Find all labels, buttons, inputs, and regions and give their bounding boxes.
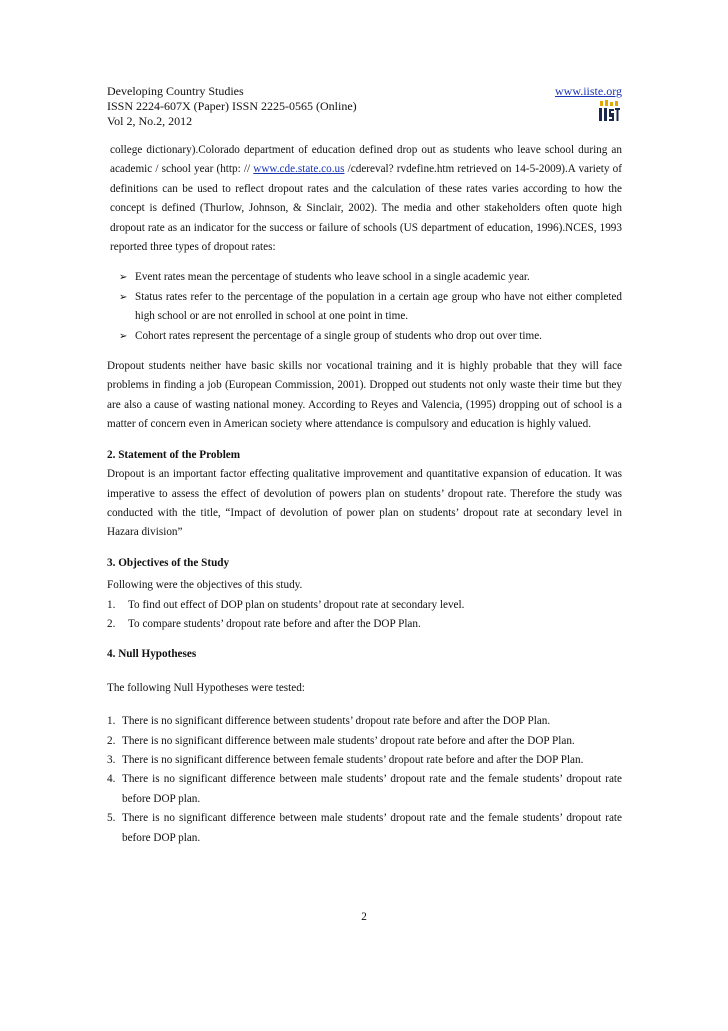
list-item: ➢ Event rates mean the percentage of students who leave school in a single academic year.	[119, 268, 622, 287]
volume-line: Vol 2, No.2, 2012	[107, 114, 193, 128]
section-objectives	[107, 554, 622, 635]
hypotheses-list	[107, 712, 622, 848]
dropout-rate-types-list	[119, 268, 622, 346]
section-intro: Following were the objectives of this study.	[107, 579, 303, 592]
list-item: 4. There is no significant difference between male students’ dropout rate and the female students’ dropout rate before DOP plan.	[107, 773, 622, 805]
section-intro: The following Null Hypotheses were tested:	[107, 681, 305, 694]
list-item: 5. There is no significant difference between male students’ dropout rate and the female students’ dropout rate before DOP plan.	[107, 812, 622, 844]
issn-line: ISSN 2224-607X (Paper) ISSN 2225-0565 (Online)	[107, 99, 357, 113]
section-heading: 3. Objectives of the Study	[107, 556, 230, 569]
paragraph-dropout-impact: Dropout students neither have basic skills nor vocational training and it is highly probable that they will face problems in finding a job (European Commission, 2001). Dropped out students not only waste their time but they are also a cause of wasting national money. According to Reyes and Valencia, (1995) dropping out of school is a matter of concern even in American society where attendance is compulsory and education is highly valued.	[107, 360, 622, 431]
list-item: 1. There is no significant difference between students’ dropout rate before and after the DOP Plan.	[107, 715, 551, 728]
running-header	[107, 84, 622, 129]
arrow-bullet-icon: ➢	[119, 291, 128, 303]
arrow-bullet-icon: ➢	[119, 272, 128, 284]
page-number: 2	[361, 911, 367, 923]
objectives-list	[107, 596, 622, 635]
section-text: Dropout is an important factor effecting qualitative improvement and quantitative expansion of education. It was imperative to assess the effect of devolution of powers plan on students’ dropout rate. Therefore the study was conducted with the title, “Impact of devolution of power plan on students’ dropout rate at secondary level in Hazara division”	[107, 468, 622, 539]
list-item: 2. To compare students’ dropout rate before and after the DOP Plan.	[107, 617, 421, 630]
page-content	[107, 84, 622, 848]
list-item: ➢ Cohort rates represent the percentage of a single group of students who drop out over time.	[119, 327, 622, 346]
journal-title: Developing Country Studies	[107, 84, 244, 98]
cde-link[interactable]: www.cde.state.co.us	[253, 163, 345, 176]
section-hypotheses	[107, 645, 622, 848]
section-heading: 2. Statement of the Problem	[107, 448, 241, 461]
paragraph-definitions: college dictionary).Colorado department of education defined drop out as students who leave school during an academic / school year (http: // www.cde.state.co.us /cdereval? rvdefine.htm retrieved on 14-5-2009).A variety of definitions can be used to reflect dropout rates and the calculation of these rates varies according to how the concept is defined (Thurlow, Johnson, & Sinclair, 2002). The media and other stakeholders often quote high dropout rate as an indicator for the success or failure of schools (US department of education, 1996).NCES, 1993 reported three types of dropout rates:	[110, 144, 622, 254]
list-item: 1. To find out effect of DOP plan on students’ dropout rate at secondary level.	[107, 598, 465, 611]
list-item: 2. There is no significant difference between male students’ dropout rate before and after the DOP Plan.	[107, 734, 575, 747]
list-item: ➢ Status rates refer to the percentage of the population in a certain age group who have not either completed high school or are not enrolled in school at one point in time.	[119, 288, 622, 327]
section-statement	[107, 446, 622, 543]
iiste-logo-icon	[597, 100, 621, 122]
journal-url-link[interactable]: www.iiste.org	[555, 84, 622, 98]
list-item: 3. There is no significant difference between female students’ dropout rate before and after the DOP Plan.	[107, 753, 584, 766]
section-heading: 4. Null Hypotheses	[107, 648, 197, 661]
arrow-bullet-icon: ➢	[119, 330, 128, 342]
